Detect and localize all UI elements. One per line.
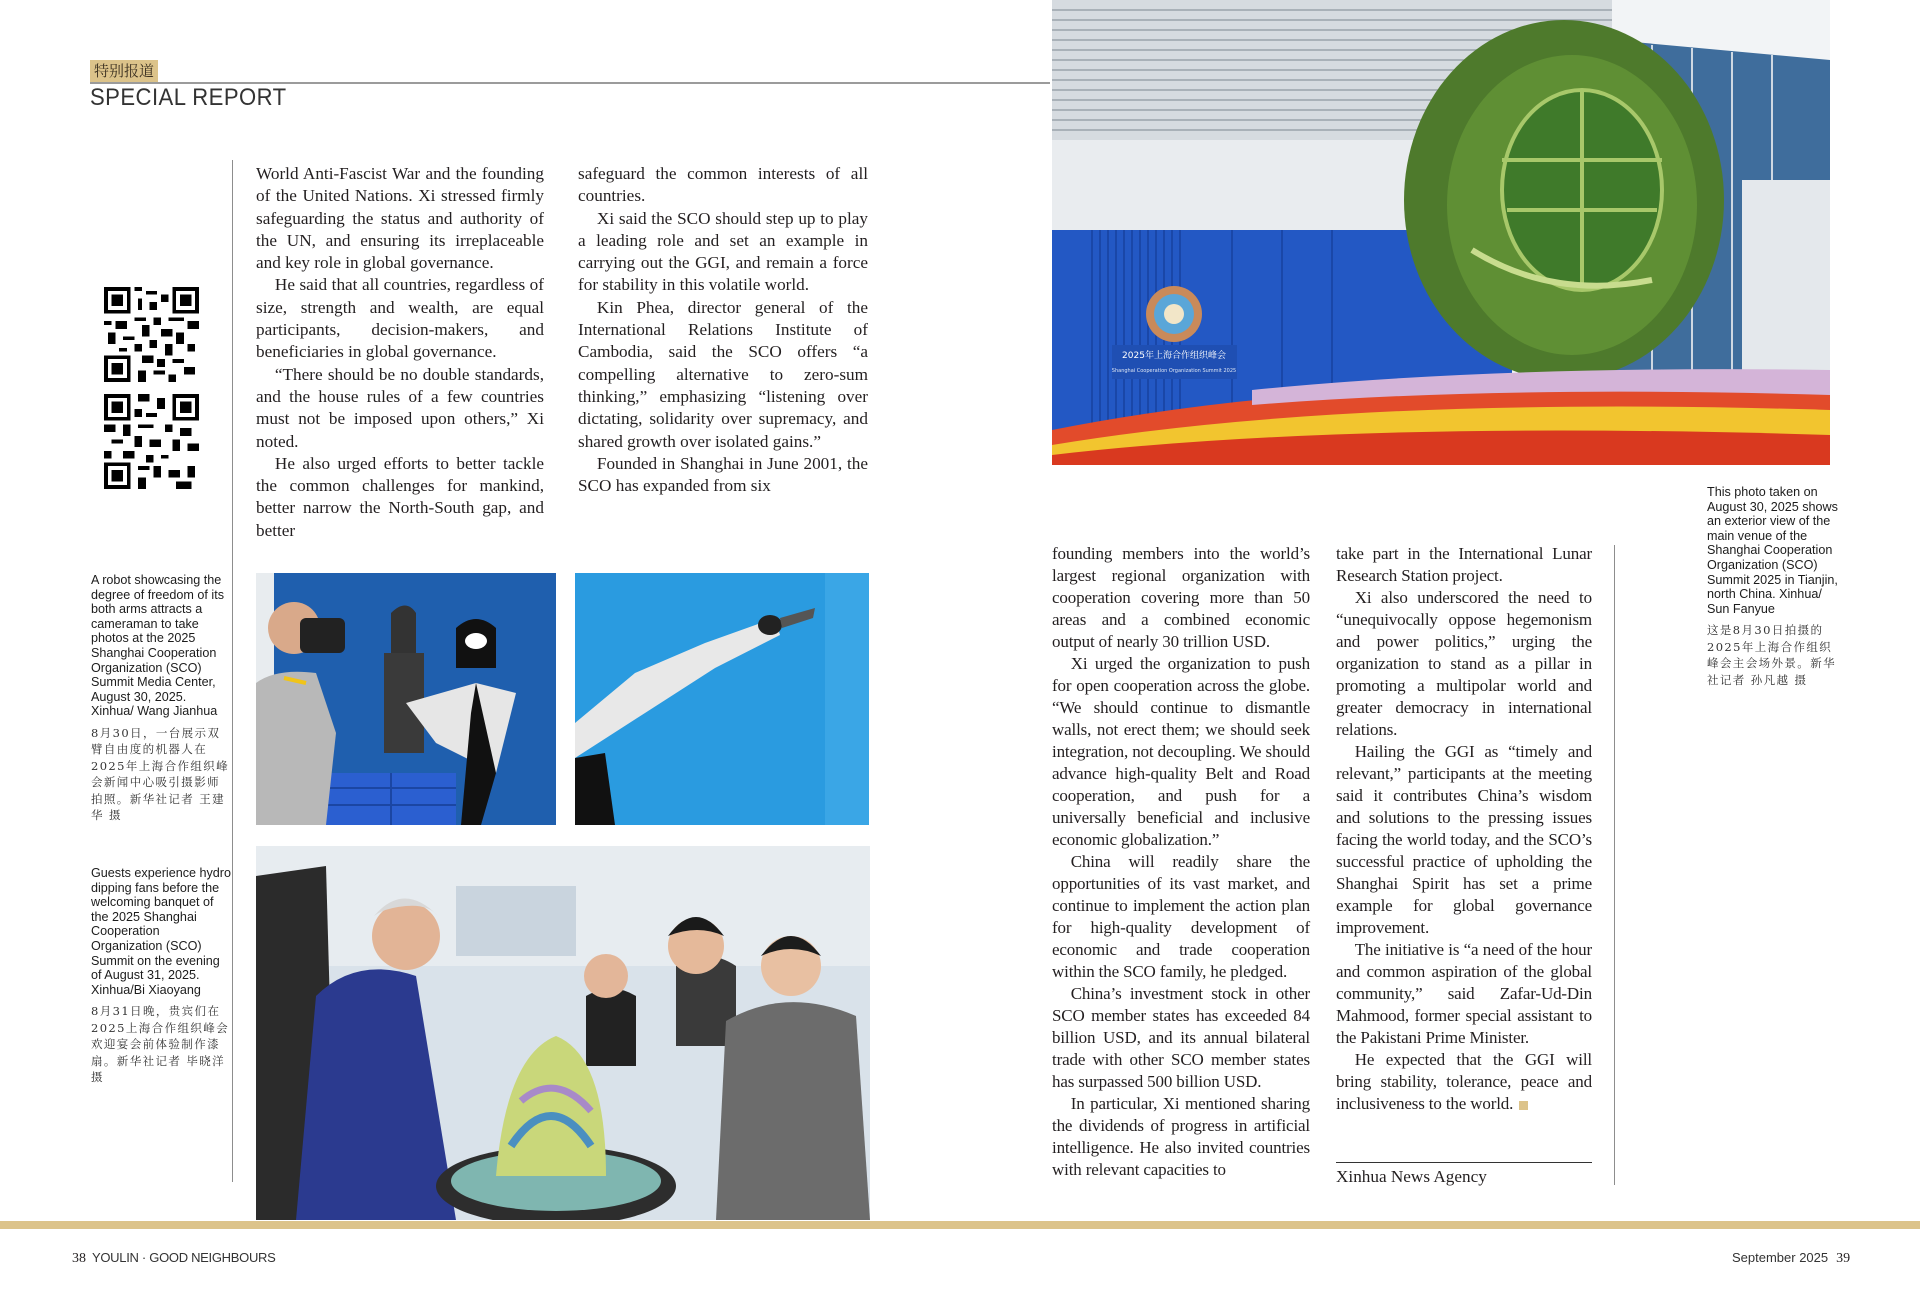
byline: Xinhua News Agency bbox=[1336, 1167, 1487, 1186]
paragraph: Xi urged the organization to push for open cooperation across the globe. “We should continue to dismantle walls, not erect them; we should seek integration, not decoupling. We should advance high-quality Belt and Road cooperation, and push for a universally beneficial and inclusive economic globalization.” bbox=[1052, 654, 1310, 849]
paragraph: Xi said the SCO should step up to play a leading role and set an example in carrying out the GGI, and remain a force for stability in this volatile world. bbox=[578, 208, 868, 295]
article-column-3 bbox=[1052, 543, 1310, 1181]
photo-caption-venue bbox=[1707, 485, 1842, 688]
paragraph: He said that all countries, regardless of size, strength and wealth, are equal participants, decision-makers, and beneficiaries in global governance. bbox=[256, 275, 544, 362]
article-column-1 bbox=[256, 163, 544, 542]
caption-en: This photo taken on August 30, 2025 shows an exterior view of the main venue of the Shanghai Cooperation Organization (SCO) Summit 2025 in Tianjin, north China. Xinhua/ Sun Fanyue bbox=[1707, 485, 1838, 616]
issue-date: September 2025 bbox=[1732, 1250, 1829, 1265]
paragraph: Kin Phea, director general of the International Relations Institute of Cambodia, said the SCO offers “a compelling alternative to zero-sum thinking,” emphasizing “listening over dictating, solidarity over supremacy, and shared growth over isolated gains.” bbox=[578, 297, 868, 451]
qr-code-icon bbox=[104, 287, 199, 382]
end-mark-icon bbox=[1519, 1101, 1528, 1110]
photo-robot-arm bbox=[575, 573, 869, 825]
caption-cn: 8月30日，一台展示双臂自由度的机器人在2025年上海合作组织峰会新闻中心吸引摄影师拍照。新华社记者 王建华 摄 bbox=[91, 725, 230, 823]
paragraph: Xi also underscored the need to “unequivocally oppose hegemonism and power politics,” urging the organization to stand as a pillar in promoting a multipolar world and greater democracy in international relations. bbox=[1336, 588, 1592, 739]
paragraph: In particular, Xi mentioned sharing the dividends of progress in artificial intelligence. He also invited countries with relevant capacities to bbox=[1052, 1094, 1310, 1179]
photo-guests-hydro-dipping bbox=[256, 846, 870, 1220]
paragraph-text: He expected that the GGI will bring stability, tolerance, peace and inclusiveness to the world. bbox=[1336, 1050, 1592, 1113]
paragraph: founding members into the world’s largest regional organization with cooperation covering more than 50 areas and a combined economic output of nearly 30 trillion USD. bbox=[1052, 544, 1310, 651]
paragraph: He also urged efforts to better tackle the common challenges for mankind, better narrow the North-South gap, and better bbox=[256, 453, 544, 540]
photo-caption-robot bbox=[91, 573, 231, 824]
caption-en: Guests experience hydro dipping fans before the welcoming banquet of the 2025 Shanghai Cooperation Organization (SCO) Summit on the evening of August 31, 2025. Xinhua/Bi Xiaoyang bbox=[91, 866, 232, 997]
photo-sco-venue bbox=[1052, 0, 1830, 465]
paragraph: Hailing the GGI as “timely and relevant,” participants at the meeting said it contributes China’s wisdom and solutions to the pressing issues facing the world today, and the SCO’s successful practice of upholding the Shanghai Spirit has set a prime example for global governance improvement. bbox=[1336, 742, 1592, 937]
paragraph: Founded in Shanghai in June 2001, the SCO has expanded from six bbox=[578, 453, 868, 496]
photo-robot-cameraman bbox=[256, 573, 556, 825]
paragraph: “There should be no double standards, and the house rules of a few countries must not be imposed upon others,” Xi noted. bbox=[256, 364, 544, 451]
caption-cn: 8月31日晚，贵宾们在2025上海合作组织峰会欢迎宴会前体验制作漆扇。新华社记者 毕晓洋 摄 bbox=[91, 1004, 230, 1085]
page-number-right: 39 bbox=[1836, 1251, 1851, 1266]
paragraph: take part in the International Lunar Research Station project. bbox=[1336, 544, 1592, 585]
column-divider bbox=[1614, 545, 1615, 1185]
footer-left bbox=[72, 1250, 276, 1267]
paragraph: safeguard the common interests of all countries. bbox=[578, 164, 868, 206]
signage-en: Shanghai Cooperation Organization Summit 2025 bbox=[1111, 368, 1237, 374]
paragraph: China’s investment stock in other SCO member states has exceeded 84 billion USD, and its annual bilateral trade with other SCO member states has surpassed 500 billion USD. bbox=[1052, 984, 1310, 1091]
footer-right bbox=[1732, 1250, 1850, 1267]
paragraph: The initiative is “a need of the hour and common aspiration of the global community,” said Zafar-Ud-Din Mahmood, former special assistant to the Pakistani Prime Minister. bbox=[1336, 940, 1592, 1047]
paragraph: China will readily share the opportunities of its vast market, and continue to implement the action plan for high-quality development of economic and trade cooperation within the SCO family, he pledged. bbox=[1052, 852, 1310, 981]
byline-rule bbox=[1336, 1162, 1592, 1163]
column-divider bbox=[232, 160, 233, 1182]
article-column-4 bbox=[1336, 543, 1592, 1115]
photo-caption-guests bbox=[91, 866, 231, 1086]
paragraph-final bbox=[1336, 1049, 1592, 1115]
section-title: SPECIAL REPORT bbox=[90, 84, 287, 111]
section-tag-cn: 特别报道 bbox=[90, 60, 158, 82]
qr-code-icon bbox=[104, 394, 199, 489]
page-number-left: 38 bbox=[72, 1251, 86, 1266]
caption-cn: 这是8月30日拍摄的2025年上海合作组织峰会主会场外景。新华社记者 孙凡越 摄 bbox=[1707, 623, 1836, 687]
paragraph: World Anti-Fascist War and the founding of the United Nations. Xi stressed firmly safeguarding the status and authority of the UN, and ensuring its irreplaceable and key role in global governance. bbox=[256, 164, 544, 273]
caption-en: A robot showcasing the degree of freedom of its both arms attracts a cameraman to take photos at the 2025 Shanghai Cooperation Organization (SCO) Summit Media Center, August 30, 2025. Xinhua/ Wang Jianhua bbox=[91, 573, 225, 719]
magazine-name: YOULIN · GOOD NEIGHBOURS bbox=[92, 1250, 276, 1265]
article-column-2 bbox=[578, 163, 868, 497]
signage-cn: 2025年上海合作组织峰会 bbox=[1122, 351, 1226, 361]
footer-gold-band bbox=[0, 1221, 1920, 1229]
